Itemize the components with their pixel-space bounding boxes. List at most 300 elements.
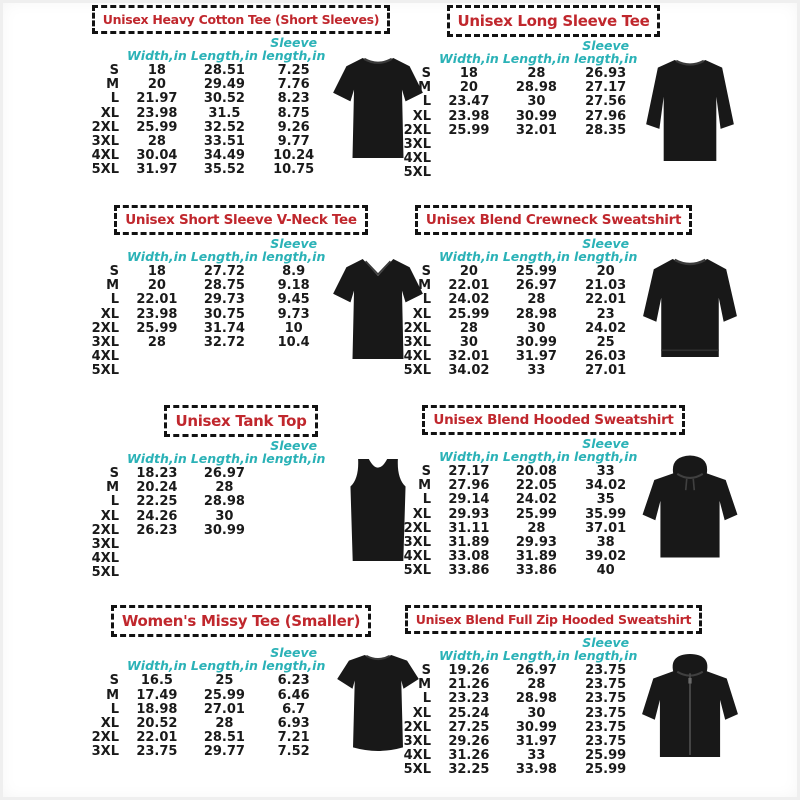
width-value bbox=[437, 152, 501, 166]
length-value: 29.77 bbox=[203, 744, 245, 760]
size-label: XL bbox=[100, 716, 119, 731]
length-column-header: Length,in bbox=[502, 648, 570, 663]
sleeve-value bbox=[260, 467, 327, 481]
size-label: M bbox=[106, 687, 119, 703]
panel-title-wrap bbox=[85, 205, 397, 235]
size-row bbox=[87, 524, 327, 538]
size-label: M bbox=[418, 677, 431, 693]
width-value: 30 bbox=[459, 335, 478, 351]
width-column-header: Width,in bbox=[127, 48, 187, 63]
size-column-header bbox=[87, 36, 125, 64]
length-column-header: Length,in bbox=[190, 658, 258, 674]
size-label: 3XL bbox=[91, 744, 119, 760]
size-label: 2XL bbox=[403, 719, 431, 735]
size-label: 3XL bbox=[91, 134, 119, 150]
size-label: 4XL bbox=[403, 151, 431, 167]
size-label: L bbox=[110, 494, 119, 510]
sleeve-value: 10.75 bbox=[273, 162, 315, 178]
width-value: 23.98 bbox=[448, 108, 490, 124]
length-column-header: Length,in bbox=[502, 249, 570, 264]
length-value: 28 bbox=[215, 716, 234, 731]
width-value: 29.93 bbox=[448, 506, 490, 522]
size-row bbox=[399, 707, 639, 721]
size-row bbox=[87, 279, 327, 293]
panel-body bbox=[397, 437, 710, 579]
length-value: 29.49 bbox=[203, 77, 245, 93]
size-row bbox=[87, 121, 327, 135]
panel-title-box bbox=[114, 205, 367, 235]
sleeve-column-header: Sleeve length,in bbox=[261, 236, 326, 264]
sleeve-column-header: Sleeve length,in bbox=[261, 35, 326, 63]
size-label: 3XL bbox=[91, 335, 119, 351]
garment-photo bbox=[639, 46, 745, 174]
width-value: 18.23 bbox=[136, 466, 178, 481]
length-value: 26.97 bbox=[203, 466, 245, 481]
size-label: XL bbox=[412, 108, 431, 124]
width-value: 18 bbox=[147, 63, 166, 78]
size-label: L bbox=[422, 492, 431, 508]
size-chart-panel bbox=[85, 400, 397, 600]
length-value: 30 bbox=[527, 705, 546, 721]
size-column-header bbox=[399, 39, 437, 67]
sleeve-value: 10.24 bbox=[273, 148, 315, 164]
header-row bbox=[399, 237, 639, 265]
size-label: 3XL bbox=[91, 537, 119, 553]
width-value: 22.25 bbox=[136, 494, 178, 510]
width-value: 20.52 bbox=[136, 716, 178, 731]
width-value: 33.08 bbox=[448, 549, 490, 565]
panel-title-box bbox=[111, 605, 371, 637]
size-row bbox=[399, 110, 639, 124]
size-row bbox=[399, 763, 639, 777]
garment-photo bbox=[639, 244, 745, 372]
sleeve-value: 9.73 bbox=[277, 306, 310, 322]
sleeve-value: 9.77 bbox=[277, 134, 310, 150]
size-label: S bbox=[109, 466, 119, 481]
size-label: L bbox=[422, 94, 431, 110]
sleeve-value: 7.21 bbox=[277, 730, 310, 746]
size-row bbox=[399, 279, 639, 293]
garment-photo bbox=[639, 643, 745, 771]
size-label: 2XL bbox=[403, 520, 431, 536]
sleeve-column-header: Sleeve length,in bbox=[261, 438, 326, 466]
length-value: 25.99 bbox=[203, 687, 245, 703]
length-value: 28.98 bbox=[515, 306, 557, 322]
panel-title-wrap bbox=[85, 405, 397, 437]
panel-title: Unisex Short Sleeve V-Neck Tee bbox=[125, 212, 357, 228]
size-rows bbox=[399, 67, 639, 181]
size-row bbox=[399, 493, 639, 507]
size-label: 5XL bbox=[403, 363, 431, 379]
sleeve-value bbox=[260, 364, 327, 378]
size-column-header bbox=[87, 646, 125, 674]
width-value bbox=[437, 138, 501, 152]
size-row bbox=[87, 265, 327, 279]
sleeve-value: 10.4 bbox=[277, 335, 310, 351]
sleeve-value: 25.99 bbox=[585, 762, 627, 778]
sleeve-value: 26.93 bbox=[585, 66, 627, 81]
width-value: 23.23 bbox=[448, 691, 490, 707]
size-label: S bbox=[421, 264, 431, 279]
length-value bbox=[189, 552, 260, 566]
sleeve-value: 33 bbox=[596, 464, 615, 479]
size-label: S bbox=[109, 63, 119, 78]
width-value: 31.89 bbox=[448, 535, 490, 551]
length-value: 29.73 bbox=[203, 292, 245, 308]
sleeve-column-header: Sleeve length,in bbox=[261, 645, 326, 674]
size-label: L bbox=[110, 91, 119, 107]
width-value: 26.23 bbox=[136, 522, 178, 538]
size-label: XL bbox=[412, 306, 431, 322]
width-value: 31.11 bbox=[448, 520, 490, 536]
width-value: 16.5 bbox=[140, 673, 173, 689]
size-label: 3XL bbox=[403, 535, 431, 551]
length-value bbox=[501, 166, 572, 180]
length-column-header: Length,in bbox=[190, 48, 258, 63]
panel-title-box bbox=[447, 5, 661, 37]
size-label: S bbox=[421, 66, 431, 81]
length-value: 25 bbox=[215, 673, 234, 689]
header-row bbox=[399, 437, 639, 465]
width-value: 30.04 bbox=[136, 148, 178, 164]
size-label: M bbox=[418, 80, 431, 96]
length-value: 33.98 bbox=[515, 762, 557, 778]
size-row bbox=[399, 522, 639, 536]
header-row bbox=[87, 646, 327, 674]
width-value: 18 bbox=[147, 264, 166, 279]
width-value: 33.86 bbox=[448, 563, 490, 579]
size-row bbox=[399, 664, 639, 678]
size-label: 2XL bbox=[91, 522, 119, 538]
sleeve-value: 35 bbox=[596, 492, 615, 508]
size-label: 4XL bbox=[403, 549, 431, 565]
size-chart-panel bbox=[85, 200, 397, 400]
sleeve-value: 23 bbox=[596, 306, 615, 322]
size-row bbox=[87, 308, 327, 322]
width-value: 20.24 bbox=[136, 480, 178, 496]
size-label: XL bbox=[100, 306, 119, 322]
size-row bbox=[87, 538, 327, 552]
size-column-header bbox=[87, 439, 125, 467]
panel-title: Unisex Heavy Cotton Tee (Short Sleeves) bbox=[102, 12, 380, 27]
panel-title-wrap bbox=[397, 605, 710, 634]
size-row bbox=[87, 552, 327, 566]
sleeve-value: 9.18 bbox=[277, 278, 310, 294]
size-row bbox=[87, 717, 327, 731]
sleeve-value: 6.93 bbox=[277, 716, 310, 731]
sleeve-value bbox=[260, 538, 327, 552]
panel-body bbox=[85, 439, 397, 581]
size-label: XL bbox=[412, 506, 431, 522]
length-value bbox=[189, 350, 260, 364]
sleeve-value: 40 bbox=[596, 563, 615, 579]
size-row bbox=[399, 479, 639, 493]
size-row bbox=[87, 350, 327, 364]
length-value: 28 bbox=[527, 520, 546, 536]
size-row bbox=[399, 152, 639, 166]
length-value: 31.89 bbox=[515, 549, 557, 565]
length-value: 32.72 bbox=[203, 335, 245, 351]
size-row bbox=[399, 308, 639, 322]
width-value bbox=[125, 538, 189, 552]
zip-hoodie-icon bbox=[639, 643, 741, 771]
panel-title-box bbox=[164, 405, 317, 437]
length-value: 28.98 bbox=[203, 494, 245, 510]
sleeve-value: 22.01 bbox=[585, 292, 627, 308]
size-table bbox=[399, 437, 639, 579]
sleeve-value bbox=[572, 138, 639, 152]
size-table bbox=[87, 36, 327, 178]
panel-title-wrap bbox=[397, 5, 710, 37]
size-row bbox=[87, 322, 327, 336]
width-value: 23.98 bbox=[136, 306, 178, 322]
size-table bbox=[399, 636, 639, 778]
size-row bbox=[87, 674, 327, 688]
length-value: 30.99 bbox=[203, 522, 245, 538]
length-value: 24.02 bbox=[515, 492, 557, 508]
sleeve-value: 27.56 bbox=[585, 94, 627, 110]
length-value bbox=[501, 138, 572, 152]
sleeve-value: 27.96 bbox=[585, 108, 627, 124]
length-value: 30.99 bbox=[515, 719, 557, 735]
header-row bbox=[399, 39, 639, 67]
header-row bbox=[87, 439, 327, 467]
sleeve-value: 23.75 bbox=[585, 691, 627, 707]
width-value: 25.99 bbox=[136, 119, 178, 135]
length-value: 31.5 bbox=[208, 105, 241, 121]
width-value: 22.01 bbox=[448, 278, 490, 294]
length-value bbox=[189, 538, 260, 552]
width-value: 32.01 bbox=[448, 349, 490, 365]
sleeve-value bbox=[260, 350, 327, 364]
size-label: 2XL bbox=[91, 320, 119, 336]
size-row bbox=[399, 293, 639, 307]
sleeve-value: 10 bbox=[284, 320, 303, 336]
panel-body bbox=[85, 36, 397, 178]
size-row bbox=[399, 564, 639, 578]
size-label: L bbox=[110, 292, 119, 308]
size-row bbox=[87, 64, 327, 78]
size-rows bbox=[87, 467, 327, 581]
size-table bbox=[87, 237, 327, 379]
size-row bbox=[399, 322, 639, 336]
size-chart-panel bbox=[85, 600, 397, 800]
length-value: 32.01 bbox=[515, 122, 557, 138]
sleeve-column-header: Sleeve length,in bbox=[573, 635, 638, 663]
size-label: M bbox=[106, 77, 119, 93]
length-value: 30 bbox=[527, 320, 546, 336]
size-row bbox=[87, 495, 327, 509]
width-value: 31.26 bbox=[448, 748, 490, 764]
sleeve-value: 25.99 bbox=[585, 748, 627, 764]
length-value: 33 bbox=[527, 748, 546, 764]
panel-title: Unisex Tank Top bbox=[175, 412, 307, 430]
sleeve-value: 23.75 bbox=[585, 719, 627, 735]
panel-title: Unisex Long Sleeve Tee bbox=[457, 12, 650, 30]
size-label: 5XL bbox=[91, 162, 119, 178]
sleeve-value: 21.03 bbox=[585, 278, 627, 294]
width-column-header: Width,in bbox=[439, 648, 499, 663]
sleeve-value bbox=[572, 166, 639, 180]
size-row bbox=[87, 149, 327, 163]
size-row bbox=[87, 703, 327, 717]
width-column-header: Width,in bbox=[439, 449, 499, 464]
long-sleeve-tee-icon bbox=[639, 46, 741, 174]
size-label: M bbox=[418, 478, 431, 494]
width-value bbox=[125, 350, 189, 364]
size-row bbox=[87, 689, 327, 703]
width-value: 28 bbox=[459, 320, 478, 336]
size-label: 5XL bbox=[403, 563, 431, 579]
width-value: 17.49 bbox=[136, 687, 178, 703]
panel-title-wrap bbox=[397, 205, 710, 235]
size-row bbox=[399, 265, 639, 279]
size-label: L bbox=[110, 701, 119, 717]
length-value: 31.97 bbox=[515, 349, 557, 365]
size-row bbox=[399, 350, 639, 364]
size-chart-panel bbox=[85, 0, 397, 200]
length-column-header: Length,in bbox=[190, 249, 258, 264]
sleeve-value: 37.01 bbox=[585, 520, 627, 536]
size-row bbox=[87, 107, 327, 121]
width-value: 32.25 bbox=[448, 762, 490, 778]
size-row bbox=[399, 692, 639, 706]
size-row bbox=[399, 508, 639, 522]
sleeve-column-header: Sleeve length,in bbox=[573, 236, 638, 264]
sleeve-value: 8.75 bbox=[277, 105, 310, 121]
size-row bbox=[399, 166, 639, 180]
size-label: 5XL bbox=[403, 165, 431, 181]
sleeve-value: 34.02 bbox=[585, 478, 627, 494]
sleeve-value: 38 bbox=[596, 535, 615, 551]
length-value: 25.99 bbox=[515, 264, 557, 279]
sleeve-value: 7.52 bbox=[277, 744, 310, 760]
size-rows bbox=[87, 64, 327, 178]
panel-body bbox=[85, 639, 397, 767]
sleeve-value: 20 bbox=[596, 264, 615, 279]
size-label: 4XL bbox=[91, 551, 119, 567]
width-value: 31.97 bbox=[136, 162, 178, 178]
length-value: 26.97 bbox=[515, 278, 557, 294]
size-row bbox=[87, 78, 327, 92]
size-row bbox=[87, 510, 327, 524]
length-value: 34.49 bbox=[203, 148, 245, 164]
size-row bbox=[87, 336, 327, 350]
length-value: 35.52 bbox=[203, 162, 245, 178]
sleeve-value bbox=[260, 566, 327, 580]
length-value: 28.75 bbox=[203, 278, 245, 294]
sleeve-value bbox=[260, 495, 327, 509]
width-column-header: Width,in bbox=[127, 658, 187, 674]
sleeve-value: 6.7 bbox=[282, 701, 306, 717]
size-row bbox=[399, 550, 639, 564]
size-label: 5XL bbox=[91, 363, 119, 379]
sleeve-value: 8.9 bbox=[282, 264, 306, 279]
width-value: 18.98 bbox=[136, 701, 178, 717]
size-rows bbox=[87, 674, 327, 759]
size-row bbox=[87, 745, 327, 759]
crewneck-sweatshirt-icon bbox=[639, 244, 741, 372]
size-row bbox=[399, 465, 639, 479]
panel-body bbox=[397, 636, 710, 778]
panel-title-box bbox=[422, 405, 684, 435]
length-value: 33.51 bbox=[203, 134, 245, 150]
width-value: 27.25 bbox=[448, 719, 490, 735]
size-rows bbox=[87, 265, 327, 379]
sleeve-value: 25 bbox=[596, 335, 615, 351]
panel-title: Unisex Blend Full Zip Hooded Sweatshirt bbox=[415, 612, 692, 627]
size-label: S bbox=[421, 464, 431, 479]
sleeve-value: 9.45 bbox=[277, 292, 310, 308]
size-chart-panel bbox=[397, 400, 710, 600]
length-value: 27.01 bbox=[203, 701, 245, 717]
sleeve-value bbox=[260, 510, 327, 524]
size-label: L bbox=[422, 691, 431, 707]
sleeve-value bbox=[260, 552, 327, 566]
length-value bbox=[501, 152, 572, 166]
length-column-header: Length,in bbox=[502, 51, 570, 66]
panel-title: Unisex Blend Crewneck Sweatshirt bbox=[425, 212, 682, 228]
length-value bbox=[189, 364, 260, 378]
panel-title-box bbox=[415, 205, 692, 235]
size-label: 2XL bbox=[403, 122, 431, 138]
size-row bbox=[399, 735, 639, 749]
size-row bbox=[399, 749, 639, 763]
sleeve-value: 28.35 bbox=[585, 122, 627, 138]
size-row bbox=[399, 678, 639, 692]
length-value: 31.74 bbox=[203, 320, 245, 336]
width-value: 24.02 bbox=[448, 292, 490, 308]
size-label: M bbox=[418, 278, 431, 294]
size-table bbox=[399, 237, 639, 379]
size-row bbox=[399, 364, 639, 378]
width-value: 28 bbox=[147, 134, 166, 150]
length-value: 28.51 bbox=[203, 63, 245, 78]
length-value: 30.75 bbox=[203, 306, 245, 322]
length-value: 20.08 bbox=[515, 464, 557, 479]
size-chart-panel bbox=[397, 0, 710, 200]
width-value: 27.17 bbox=[448, 464, 490, 479]
width-value bbox=[437, 166, 501, 180]
length-value: 28 bbox=[527, 66, 546, 81]
panel-body bbox=[397, 237, 710, 379]
size-row bbox=[399, 81, 639, 95]
length-value: 30.99 bbox=[515, 108, 557, 124]
panel-title-box bbox=[405, 605, 702, 634]
size-row bbox=[87, 135, 327, 149]
size-table bbox=[87, 646, 327, 759]
size-label: S bbox=[109, 264, 119, 279]
size-label: 2XL bbox=[91, 119, 119, 135]
panel-title: Women's Missy Tee (Smaller) bbox=[121, 612, 361, 630]
width-value: 25.99 bbox=[136, 320, 178, 336]
sleeve-value: 23.75 bbox=[585, 705, 627, 721]
size-row bbox=[87, 731, 327, 745]
width-value: 27.96 bbox=[448, 478, 490, 494]
length-value: 28.51 bbox=[203, 730, 245, 746]
length-value: 22.05 bbox=[515, 478, 557, 494]
length-value: 33.86 bbox=[515, 563, 557, 579]
size-label: XL bbox=[100, 105, 119, 121]
size-row bbox=[87, 163, 327, 177]
length-value: 31.97 bbox=[515, 734, 557, 750]
width-value: 29.14 bbox=[448, 492, 490, 508]
sleeve-value: 35.99 bbox=[585, 506, 627, 522]
width-value: 25.24 bbox=[448, 705, 490, 721]
width-value: 23.75 bbox=[136, 744, 178, 760]
size-label: XL bbox=[412, 705, 431, 721]
width-value: 20 bbox=[459, 264, 478, 279]
